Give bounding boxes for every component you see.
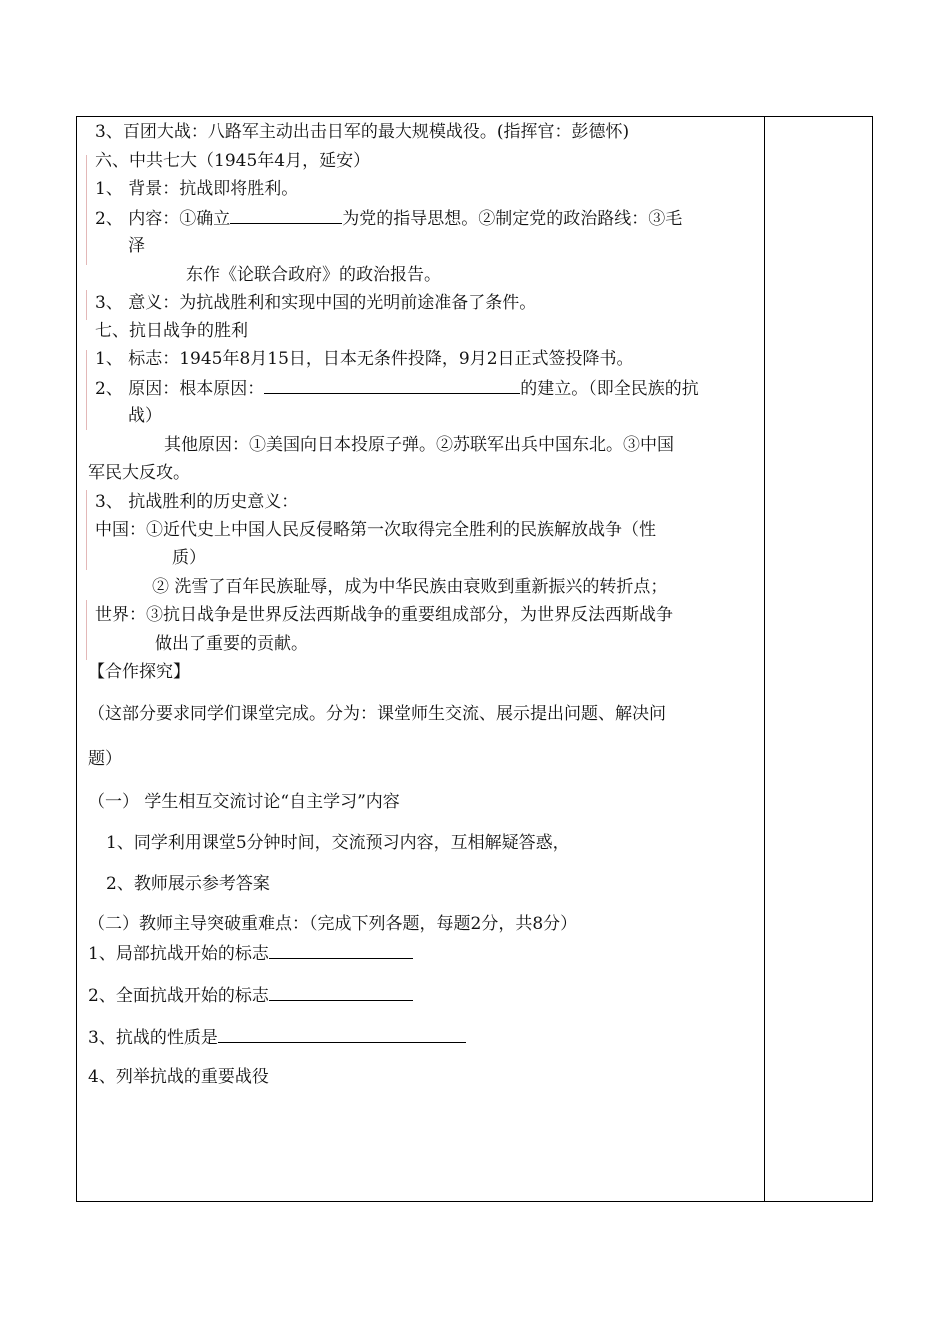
text-line: （一） 学生相互交流讨论“自主学习”内容 [88,792,400,812]
text-line: 其他原因：①美国向日本投原子弹。②苏联军出兵中国东北。③中国 [164,435,674,455]
section-heading: 六、中共七大（1945年4月，延安） [95,151,371,171]
text-line: 战） [128,406,162,426]
answer-blank[interactable] [218,1026,466,1043]
question-text: 1、局部抗战开始的标志 [88,944,269,964]
text-line: 东作《论联合政府》的政治报告。 [186,265,441,285]
text-line: 3、 意义：为抗战胜利和实现中国的光明前途准备了条件。 [95,293,537,313]
text-line: 1、 标志：1945年8月15日，日本无条件投降，9月2日正式签投降书。 [95,349,634,369]
margin-mark [86,155,87,265]
text-segment: 为党的指导思想。②制定党的政治路线：③毛 [342,209,683,229]
section-heading: 七、抗日战争的胜利 [95,321,248,341]
text-line [95,207,682,230]
answer-blank[interactable] [230,207,342,224]
text-line: 3、百团大战：八路军主动出击日军的最大规模战役。(指挥官：彭德怀) [95,122,630,142]
text-line [95,377,699,400]
text-line: 2、教师展示参考答案 [106,874,270,894]
answer-blank[interactable] [269,942,413,959]
question-line [88,942,413,965]
text-line: 3、 抗战胜利的历史意义： [95,492,299,512]
margin-mark [86,490,87,570]
question-text: 2、全面抗战开始的标志 [88,986,269,1006]
margin-mark [86,600,87,660]
text-line: 中国：①近代史上中国人民反侵略第一次取得完全胜利的民族解放战争（性 [95,520,656,540]
answer-blank[interactable] [269,984,413,1001]
text-segment: 2、 内容：①确立 [95,209,231,229]
answer-blank[interactable] [264,377,520,394]
text-line: 质） [172,548,206,568]
column-divider [764,116,765,1202]
question-line: 4、列举抗战的重要战役 [88,1067,269,1087]
margin-mark [86,290,87,320]
text-line: 做出了重要的贡献。 [155,634,308,654]
text-line: 题） [88,749,122,769]
text-line: 军民大反攻。 [88,463,190,483]
question-line [88,1026,466,1049]
text-line: （这部分要求同学们课堂完成。分为：课堂师生交流、展示提出问题、解决问 [88,704,666,724]
text-line: ② 洗雪了百年民族耻辱，成为中华民族由衰败到重新振兴的转折点； [152,577,668,597]
text-segment: 的建立。（即全民族的抗 [520,379,699,399]
text-line: 泽 [128,236,145,256]
text-line: 1、同学利用课堂5分钟时间，交流预习内容，互相解疑答惑， [106,833,570,853]
text-line: 1、 背景：抗战即将胜利。 [95,179,299,199]
question-text: 3、抗战的性质是 [88,1028,218,1048]
text-line: 世界：③抗日战争是世界反法西斯战争的重要组成部分，为世界反法西斯战争 [95,605,673,625]
question-line [88,984,413,1007]
margin-mark [86,350,87,430]
text-line: （二）教师主导突破重难点：（完成下列各题，每题2分，共8分） [88,914,578,934]
section-heading: 【合作探究】 [88,662,190,682]
text-segment: 2、 原因：根本原因： [95,379,265,399]
